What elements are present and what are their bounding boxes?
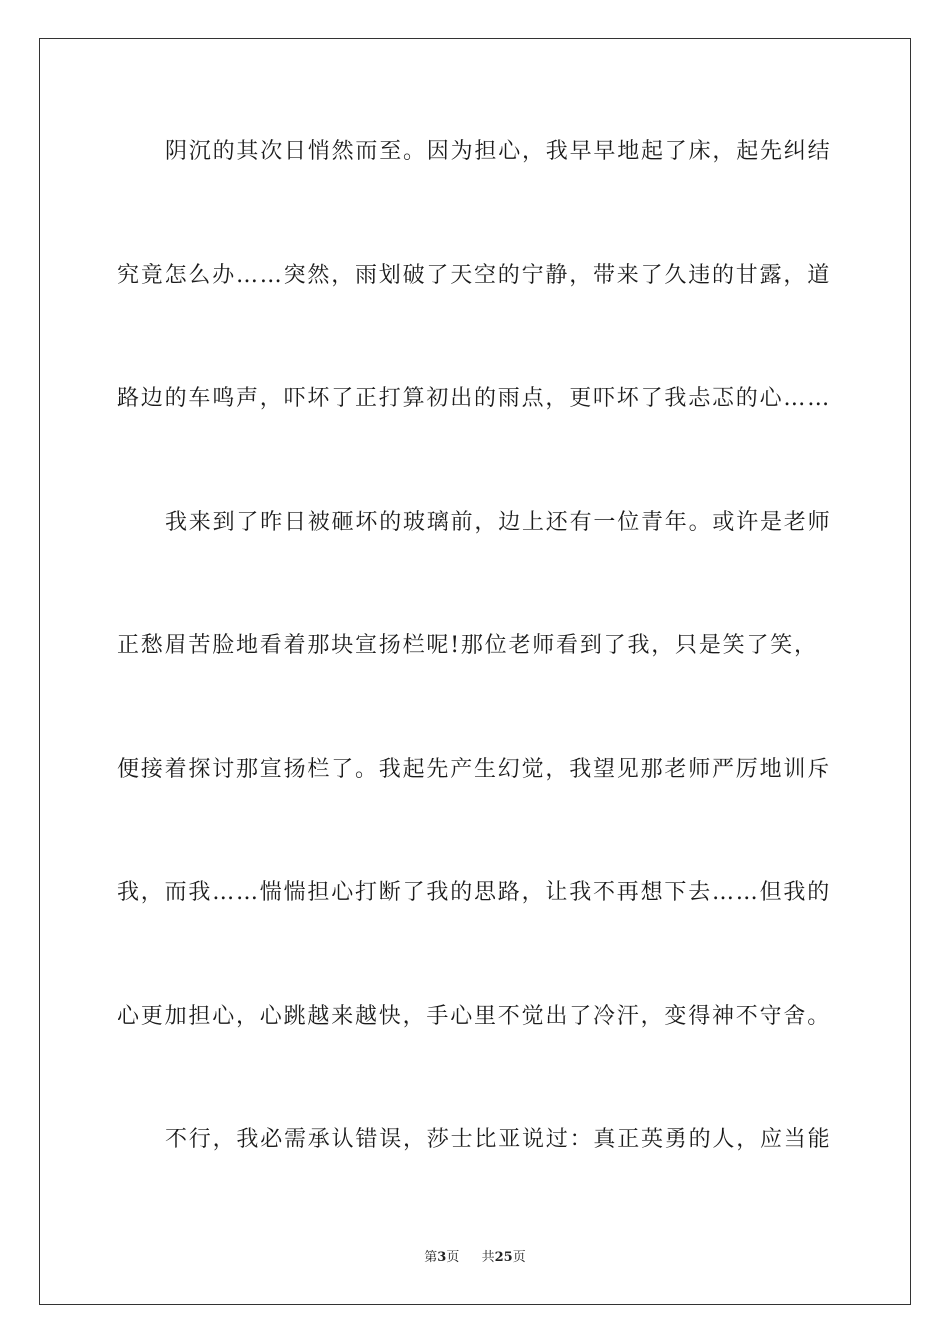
text-line: 我，而我……惴惴担心打断了我的思路，让我不再想下去……但我的 [117, 880, 832, 905]
total-pages-indicator: 共25页 [481, 1250, 526, 1265]
page-number: 3 [437, 1250, 447, 1265]
text-line: 心更加担心，心跳越来越快，手心里不觉出了冷汗，变得神不守舍。 [117, 1003, 832, 1029]
total-pages: 25 [494, 1250, 513, 1265]
text-line: 阴沉的其次日悄然而至。因为担心，我早早地起了床，起先纠结 [165, 139, 832, 164]
text-line: 我来到了昨日被砸坏的玻璃前，边上还有一位青年。或许是老师 [165, 509, 832, 535]
text-line: 究竟怎么办……突然，雨划破了天空的宁静，带来了久违的甘露，道 [117, 262, 832, 288]
page-indicator: 第3页 [424, 1250, 460, 1265]
text-line: 路边的车鸣声，吓坏了正打算初出的雨点，更吓坏了我忐忑的心…… [117, 386, 832, 411]
page-footer [0, 1246, 950, 1265]
document-body [117, 120, 833, 1232]
text-line: 正愁眉苦脸地看着那块宣扬栏呢!那位老师看到了我，只是笑了笑， [117, 633, 818, 658]
text-line: 不行，我必需承认错误，莎士比亚说过：真正英勇的人，应当能 [165, 1127, 832, 1152]
text-line: 便接着探讨那宣扬栏了。我起先产生幻觉，我望见那老师严厉地训斥 [117, 756, 832, 782]
